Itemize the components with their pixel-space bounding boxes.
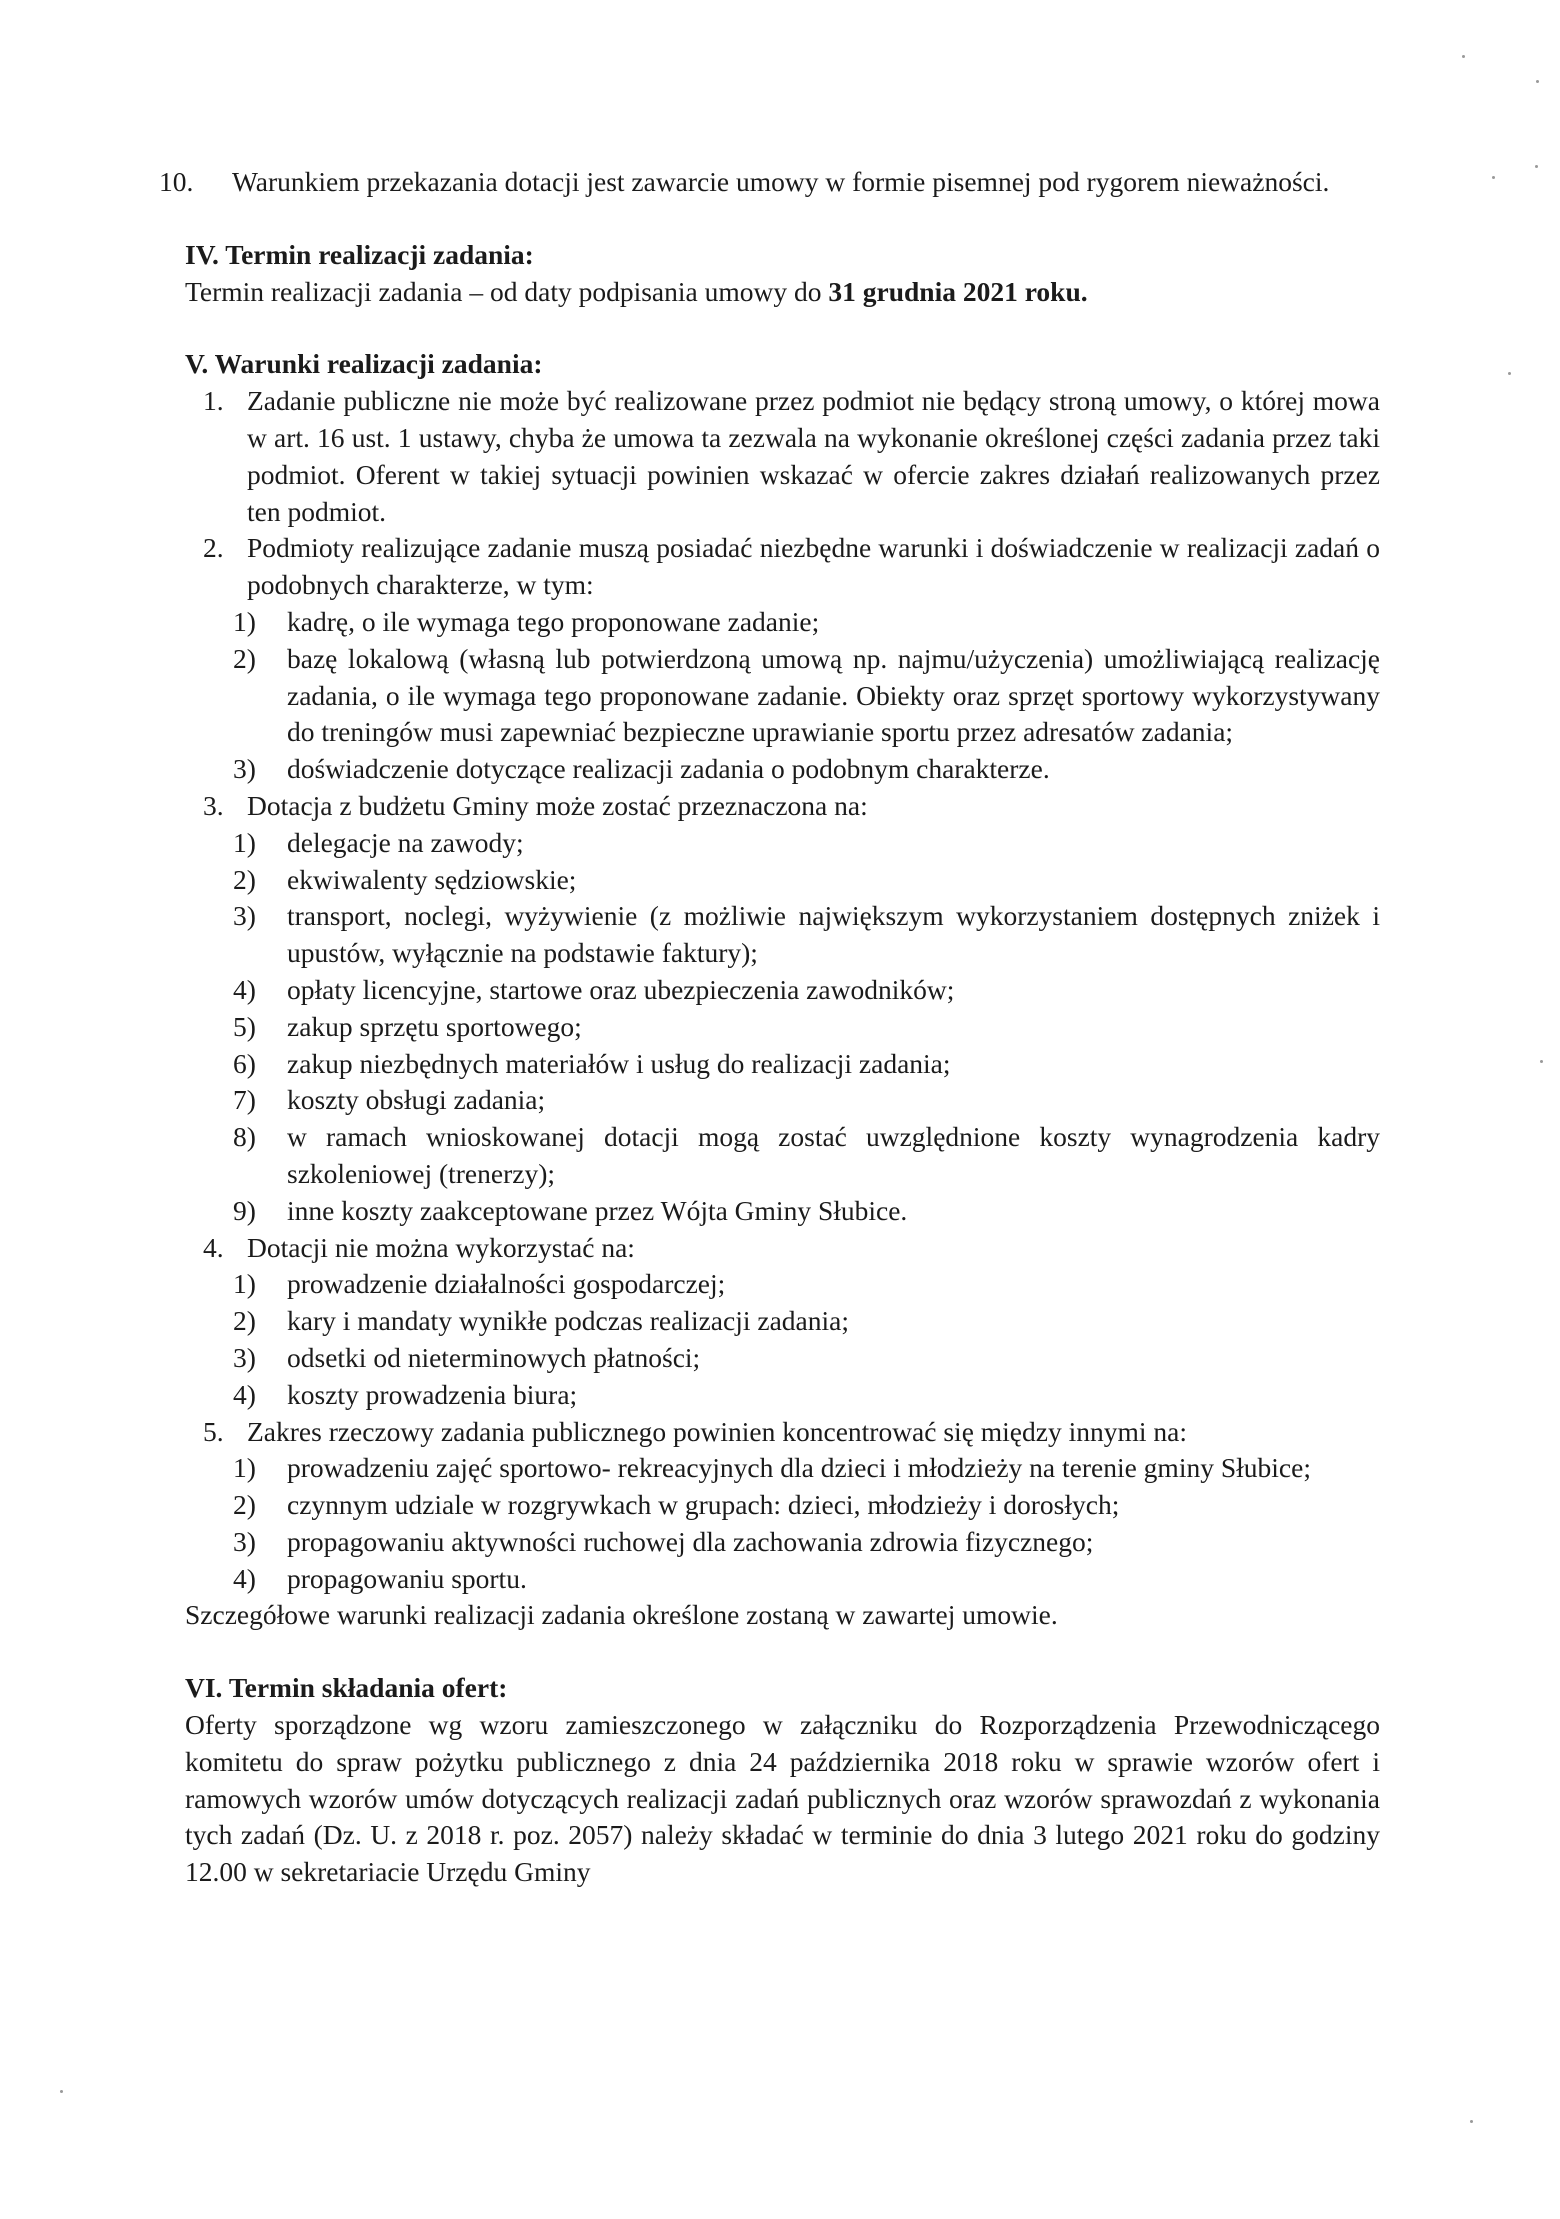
sub-list-item: 6) zakup niezbędnych materiałów i usług do realizacji zadania;: [233, 1047, 951, 1079]
section-heading-v: V. Warunki realizacji zadania:: [185, 348, 543, 380]
section-v-closing: Szczegółowe warunki realizacji zadania określone zostaną w zawartej umowie.: [185, 1599, 1058, 1631]
sub-list-item: 1) kadrę, o ile wymaga tego proponowane zadanie;: [233, 605, 820, 637]
deadline-date: 31 grudnia 2021 roku.: [828, 275, 1088, 307]
list-text: Podmioty realizujące zadanie muszą posiadać niezbędne warunki i doświadczenie w realizacji zadań o podobnych charakterze, w tym:: [247, 532, 1380, 601]
list-text: Zadanie publiczne nie może być realizowane przez podmiot nie będący stroną umowy, o której mowa w art. 16 ust. 1 ustawy, chyba że umowa ta zezwala na wykonanie określonej części zadania przez taki podmiot. Oferent w takiej sytuacji powinien wskazać w ofercie zakres działań realizowanych przez ten podmiot.: [247, 385, 1380, 527]
scan-speck: [1470, 2120, 1473, 2123]
list-item: [185, 530, 1380, 604]
sub-list-item: 4) koszty prowadzenia biura;: [233, 1378, 578, 1410]
section-vi-text: Oferty sporządzone wg wzoru zamieszczonego w załączniku do Rozporządzenia Przewodniczącego komitetu do spraw pożytku publicznego z dnia 24 października 2018 roku w sprawie wzorów ofert i ramowych wzorów umów dotyczących realizacji zadań publicznych oraz wzorów sprawozdań z wykonania tych zadań (Dz. U. z 2018 r. poz. 2057) należy składać w terminie do dnia 3 lutego 2021 roku do godziny 12.00 w sekretariacie Urzędu Gminy: [185, 1709, 1380, 1888]
sub-list-item: 3) propagowaniu aktywności ruchowej dla zachowania zdrowia fizycznego;: [233, 1525, 1094, 1557]
scan-speck: [1492, 176, 1495, 179]
sub-list-item: 9) inne koszty zaakceptowane przez Wójta Gminy Słubice.: [233, 1194, 908, 1226]
sub-list-item: 2) kary i mandaty wynikłe podczas realizacji zadania;: [233, 1305, 849, 1337]
list-number: 4.: [203, 1231, 224, 1263]
sub-list-item: 2) czynnym udziale w rozgrywkach w grupach: dzieci, młodzieży i dorosłych;: [233, 1489, 1120, 1521]
list-item: [185, 383, 1380, 530]
list-text: Zakres rzeczowy zadania publicznego powinien koncentrować się między innymi na:: [247, 1415, 1187, 1447]
section-heading-vi: VI. Termin składania ofert:: [185, 1672, 508, 1704]
list-item: [185, 788, 1380, 825]
list-number: 5.: [203, 1415, 224, 1447]
list-number: 3.: [203, 789, 224, 821]
list-number: 10.: [159, 166, 194, 197]
list-item: [159, 164, 1380, 201]
sub-list-item: 2) ekwiwalenty sędziowskie;: [233, 863, 577, 895]
list-text: Dotacji nie można wykorzystać na:: [247, 1231, 635, 1263]
list-item: [185, 1414, 1380, 1451]
list-number: 2.: [203, 532, 224, 564]
list-item: [185, 1230, 1380, 1267]
sub-list-item: 8) w ramach wnioskowanej dotacji mogą zostać uwzględnione koszty wynagrodzenia kadry szkoleniowej (trenerzy);: [233, 1121, 1380, 1189]
document-body: [159, 164, 1380, 1891]
sub-list-item: 3) doświadczenie dotyczące realizacji zadania o podobnym charakterze.: [233, 753, 1050, 785]
sub-list-item: 5) zakup sprzętu sportowego;: [233, 1010, 582, 1042]
sub-list-item: 4) propagowaniu sportu.: [233, 1562, 527, 1594]
sub-list-item: 3) transport, noclegi, wyżywienie (z możliwie największym wykorzystaniem dostępnych zniżek i upustów, wyłącznie na podstawie faktury);: [233, 900, 1380, 969]
scan-speck: [1540, 1060, 1543, 1063]
scan-speck: [60, 2090, 63, 2093]
sub-list-item: 1) prowadzenie działalności gospodarczej;: [233, 1268, 726, 1300]
list-text: Dotacja z budżetu Gminy może zostać przeznaczona na:: [247, 789, 868, 821]
list-number: 1.: [203, 385, 224, 417]
sub-list-item: 4) opłaty licencyjne, startowe oraz ubezpieczenia zawodników;: [233, 973, 955, 1005]
sub-list-item: 2) bazę lokalową (własną lub potwierdzoną umową np. najmu/użyczenia) umożliwiającą realizację zadania, o ile wymaga tego proponowane zadanie. Obiekty oraz sprzęt sportowy wykorzystywany do treningów musi zapewniać bezpieczne uprawianie sportu przez adresatów zadania;: [233, 642, 1380, 748]
scan-speck: [1462, 55, 1465, 58]
scan-speck: [1508, 372, 1511, 375]
sub-list-item: 1) prowadzeniu zajęć sportowo- rekreacyjnych dla dzieci i młodzieży na terenie gminy Słubice;: [233, 1452, 1311, 1484]
section-iv-text: Termin realizacji zadania – od daty podpisania umowy do 31 grudnia 2021 roku.: [185, 275, 1088, 307]
list-text: Warunkiem przekazania dotacji jest zawarcie umowy w formie pisemnej pod rygorem nieważności.: [232, 166, 1330, 197]
sub-list-item: 7) koszty obsługi zadania;: [233, 1084, 546, 1116]
scan-speck: [1535, 165, 1538, 168]
sub-list-item: 3) odsetki od nieterminowych płatności;: [233, 1341, 701, 1373]
scan-speck: [1536, 80, 1539, 83]
section-heading-iv: IV. Termin realizacji zadania:: [185, 238, 534, 270]
sub-list-item: 1) delegacje na zawody;: [233, 826, 524, 858]
